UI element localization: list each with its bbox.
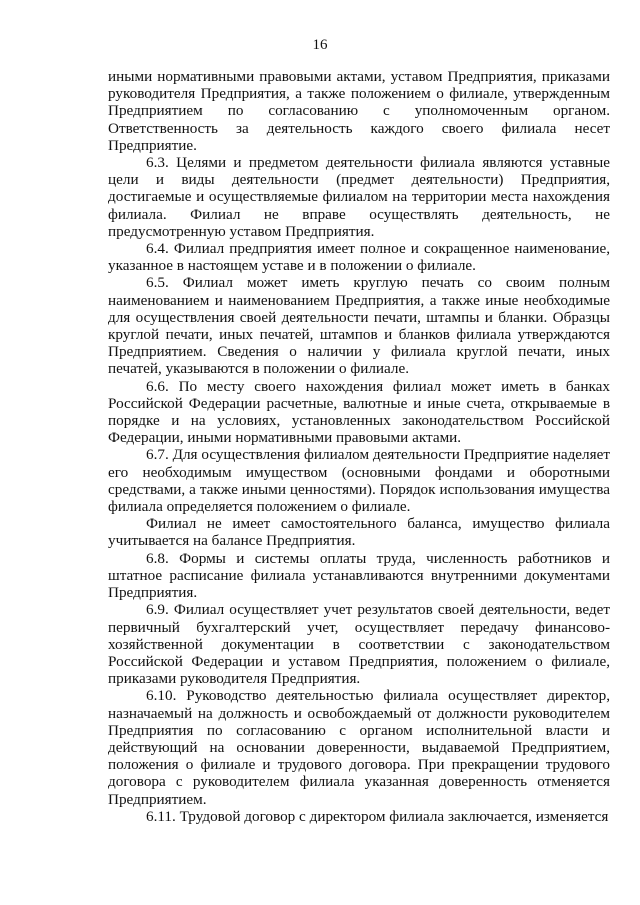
paragraph-6-4: 6.4. Филиал предприятия имеет полное и сокращенное наименование, указанное в настоящем уставе и в положении о филиале. bbox=[108, 240, 610, 275]
paragraph-6-3: 6.3. Целями и предметом деятельности филиала являются уставные цели и виды деятельности (предмет деятельности) Предприятия, достигаемые и осуществляемые филиалом на территории места нахождения филиала. Филиал не вправе осуществлять деятельность, не предусмотренную уставом Предприятия. bbox=[108, 154, 610, 240]
paragraph-6-11: 6.11. Трудовой договор с директором филиала заключается, изменяется bbox=[146, 807, 609, 825]
paragraph-6-10: 6.10. Руководство деятельностью филиала осуществляет директор, назначаемый на должность и освобождаемый от должности руководителем Предприятия по согласованию с органом исполнительной власти и действующий на основании доверенности, выдаваемой Предприятием, положения о филиале и трудового договора. При прекращении трудового договора с руководителем филиала указанная доверенность отменяется Предприятием. bbox=[108, 687, 610, 808]
paragraph-continuation: иными нормативными правовыми актами, уставом Предприятия, приказами руководителя Предприятия, а также положением о филиале, утвержденным Предприятием по согласованию с уполномоченным органом. Ответственность за деятельность каждого своего филиала несет Предприятие. bbox=[108, 68, 610, 154]
paragraph-6-6: 6.6. По месту своего нахождения филиал может иметь в банках Российской Федерации расчетные, валютные и иные счета, открываемые в порядке и на условиях, установленных законодательством Российской Федерации, иными нормативными правовыми актами. bbox=[108, 377, 610, 447]
paragraph-6-5: 6.5. Филиал может иметь круглую печать со своим полным наименованием и наименованием Предприятия, а также иные необходимые для осуществления своей деятельности печати, штампы и бланки. Образцы круглой печати, иных печатей, штампов и бланков филиала утверждаются Предприятием. Сведения о наличии у филиала круглой печати, иных печатей, указываются в положении о филиале. bbox=[108, 274, 610, 378]
page-number: 16 bbox=[312, 37, 328, 53]
paragraph-6-8: 6.8. Формы и системы оплаты труда, численность работников и штатное расписание филиала устанавливаются внутренними документами Предприятия. bbox=[108, 549, 610, 602]
paragraph-balance: Филиал не имеет самостоятельного баланса, имущество филиала учитывается на балансе Предприятия. bbox=[108, 515, 610, 550]
paragraph-6-7: 6.7. Для осуществления филиалом деятельности Предприятие наделяет его необходимым имуществом (основными фондами и оборотными средствами, а также иными ценностями). Порядок использования имущества филиала определяется положением о филиале. bbox=[108, 446, 610, 516]
page-body bbox=[108, 68, 610, 825]
paragraph-6-9: 6.9. Филиал осуществляет учет результатов своей деятельности, ведет первичный бухгалтерский учет, осуществляет передачу финансово-хозяйственной документации в соответствии с законодательством Российской Федерации и уставом Предприятия, положением о филиале, приказами руководителя Предприятия. bbox=[108, 601, 610, 688]
